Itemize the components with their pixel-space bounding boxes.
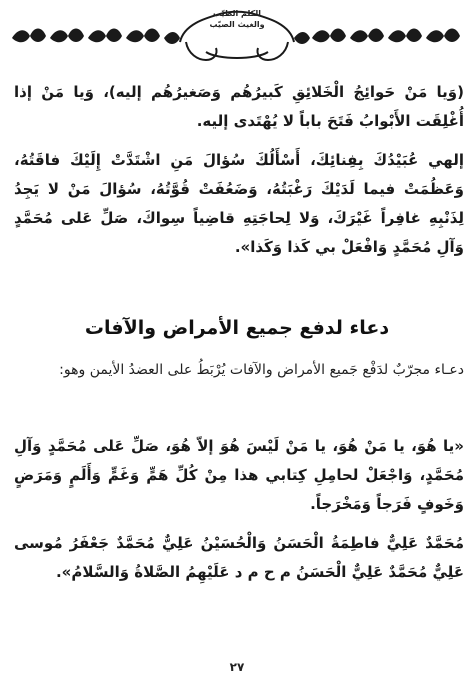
- header-title: [192, 8, 282, 30]
- intro-text-block: [14, 356, 464, 385]
- paragraph-3: «يا هُوَ، يا مَنْ هُوَ، يا مَنْ لَيْسَ هُوَ إلاّ هُوَ، صَلِّ عَلى مُحَمَّدٍ وَآلِ مُحَمَّدٍ، وَاجْعَلْ لحامِلِ كِتابي هذا مِنْ كُلِّ هَمٍّ وَغَمٍّ وَأَلَمٍ وَمَرَضٍ وَخَوفٍ فَرَجاً وَمَخْرَجاً.: [14, 437, 464, 513]
- top-text-block: [14, 78, 464, 262]
- section-title: دعاء لدفع جميع الأمراض والآفات: [84, 317, 390, 339]
- paragraph-4: مُحَمَّدٌ عَلِيٌّ فاطِمَةُ الْحَسَنُ وَالْحُسَيْنُ عَلِيٌّ مُحَمَّدٌ جَعْفَرُ مُوسى عَلِيٌّ مُحَمَّدٌ عَلِيٌّ الْحَسَنُ م ح م د عَلَيْهِمُ الصَّلاةُ وَالسَّلامُ».: [14, 534, 464, 581]
- paragraph-2: إلهي عُبَيْدُكَ بِفِنائِكَ، أَسْأَلُكَ سُؤالَ مَنِ اشْتَدَّتْ إِلَيْكَ فاقَتُهُ، وَعَظُمَتْ فيما لَدَيْكَ رَغْبَتُهُ، وَضَعُفَتْ قُوَّتُهُ، سُؤالَ مَنْ لا يَجِدُ لِذَنْبِهِ غافِراً غَيْرَكَ، وَلا لِحاجَتِهِ قاضِياً سِواكَ، صَلِّ عَلى مُحَمَّدٍ وَآلِ مُحَمَّدٍ وَافْعَلْ بي كَذا وَكَذا».: [14, 151, 464, 256]
- page-number: ٢٧: [229, 660, 245, 674]
- bottom-text-block: [14, 432, 464, 587]
- intro-paragraph: دعـاء مجرّبٌ لدَفْع جَميع الأمراض والآفات يُرْبَطُ على العضدُ الأيمن وهو:: [59, 362, 464, 378]
- header-title-line-1: الكلم الطيّب: [213, 9, 261, 18]
- header-title-line-2: والغيث الصيّب: [209, 20, 265, 29]
- paragraph-1: (وَيا مَنْ حَوائِجُ الْخَلائِقِ كَبيرُهُم وَصَغيرُهُم إليه)، وَيا مَنْ إذا أُغْلِقَت الأَبْوابُ فَتَحَ باباً لا يُهْتَدى إليه.: [14, 83, 464, 130]
